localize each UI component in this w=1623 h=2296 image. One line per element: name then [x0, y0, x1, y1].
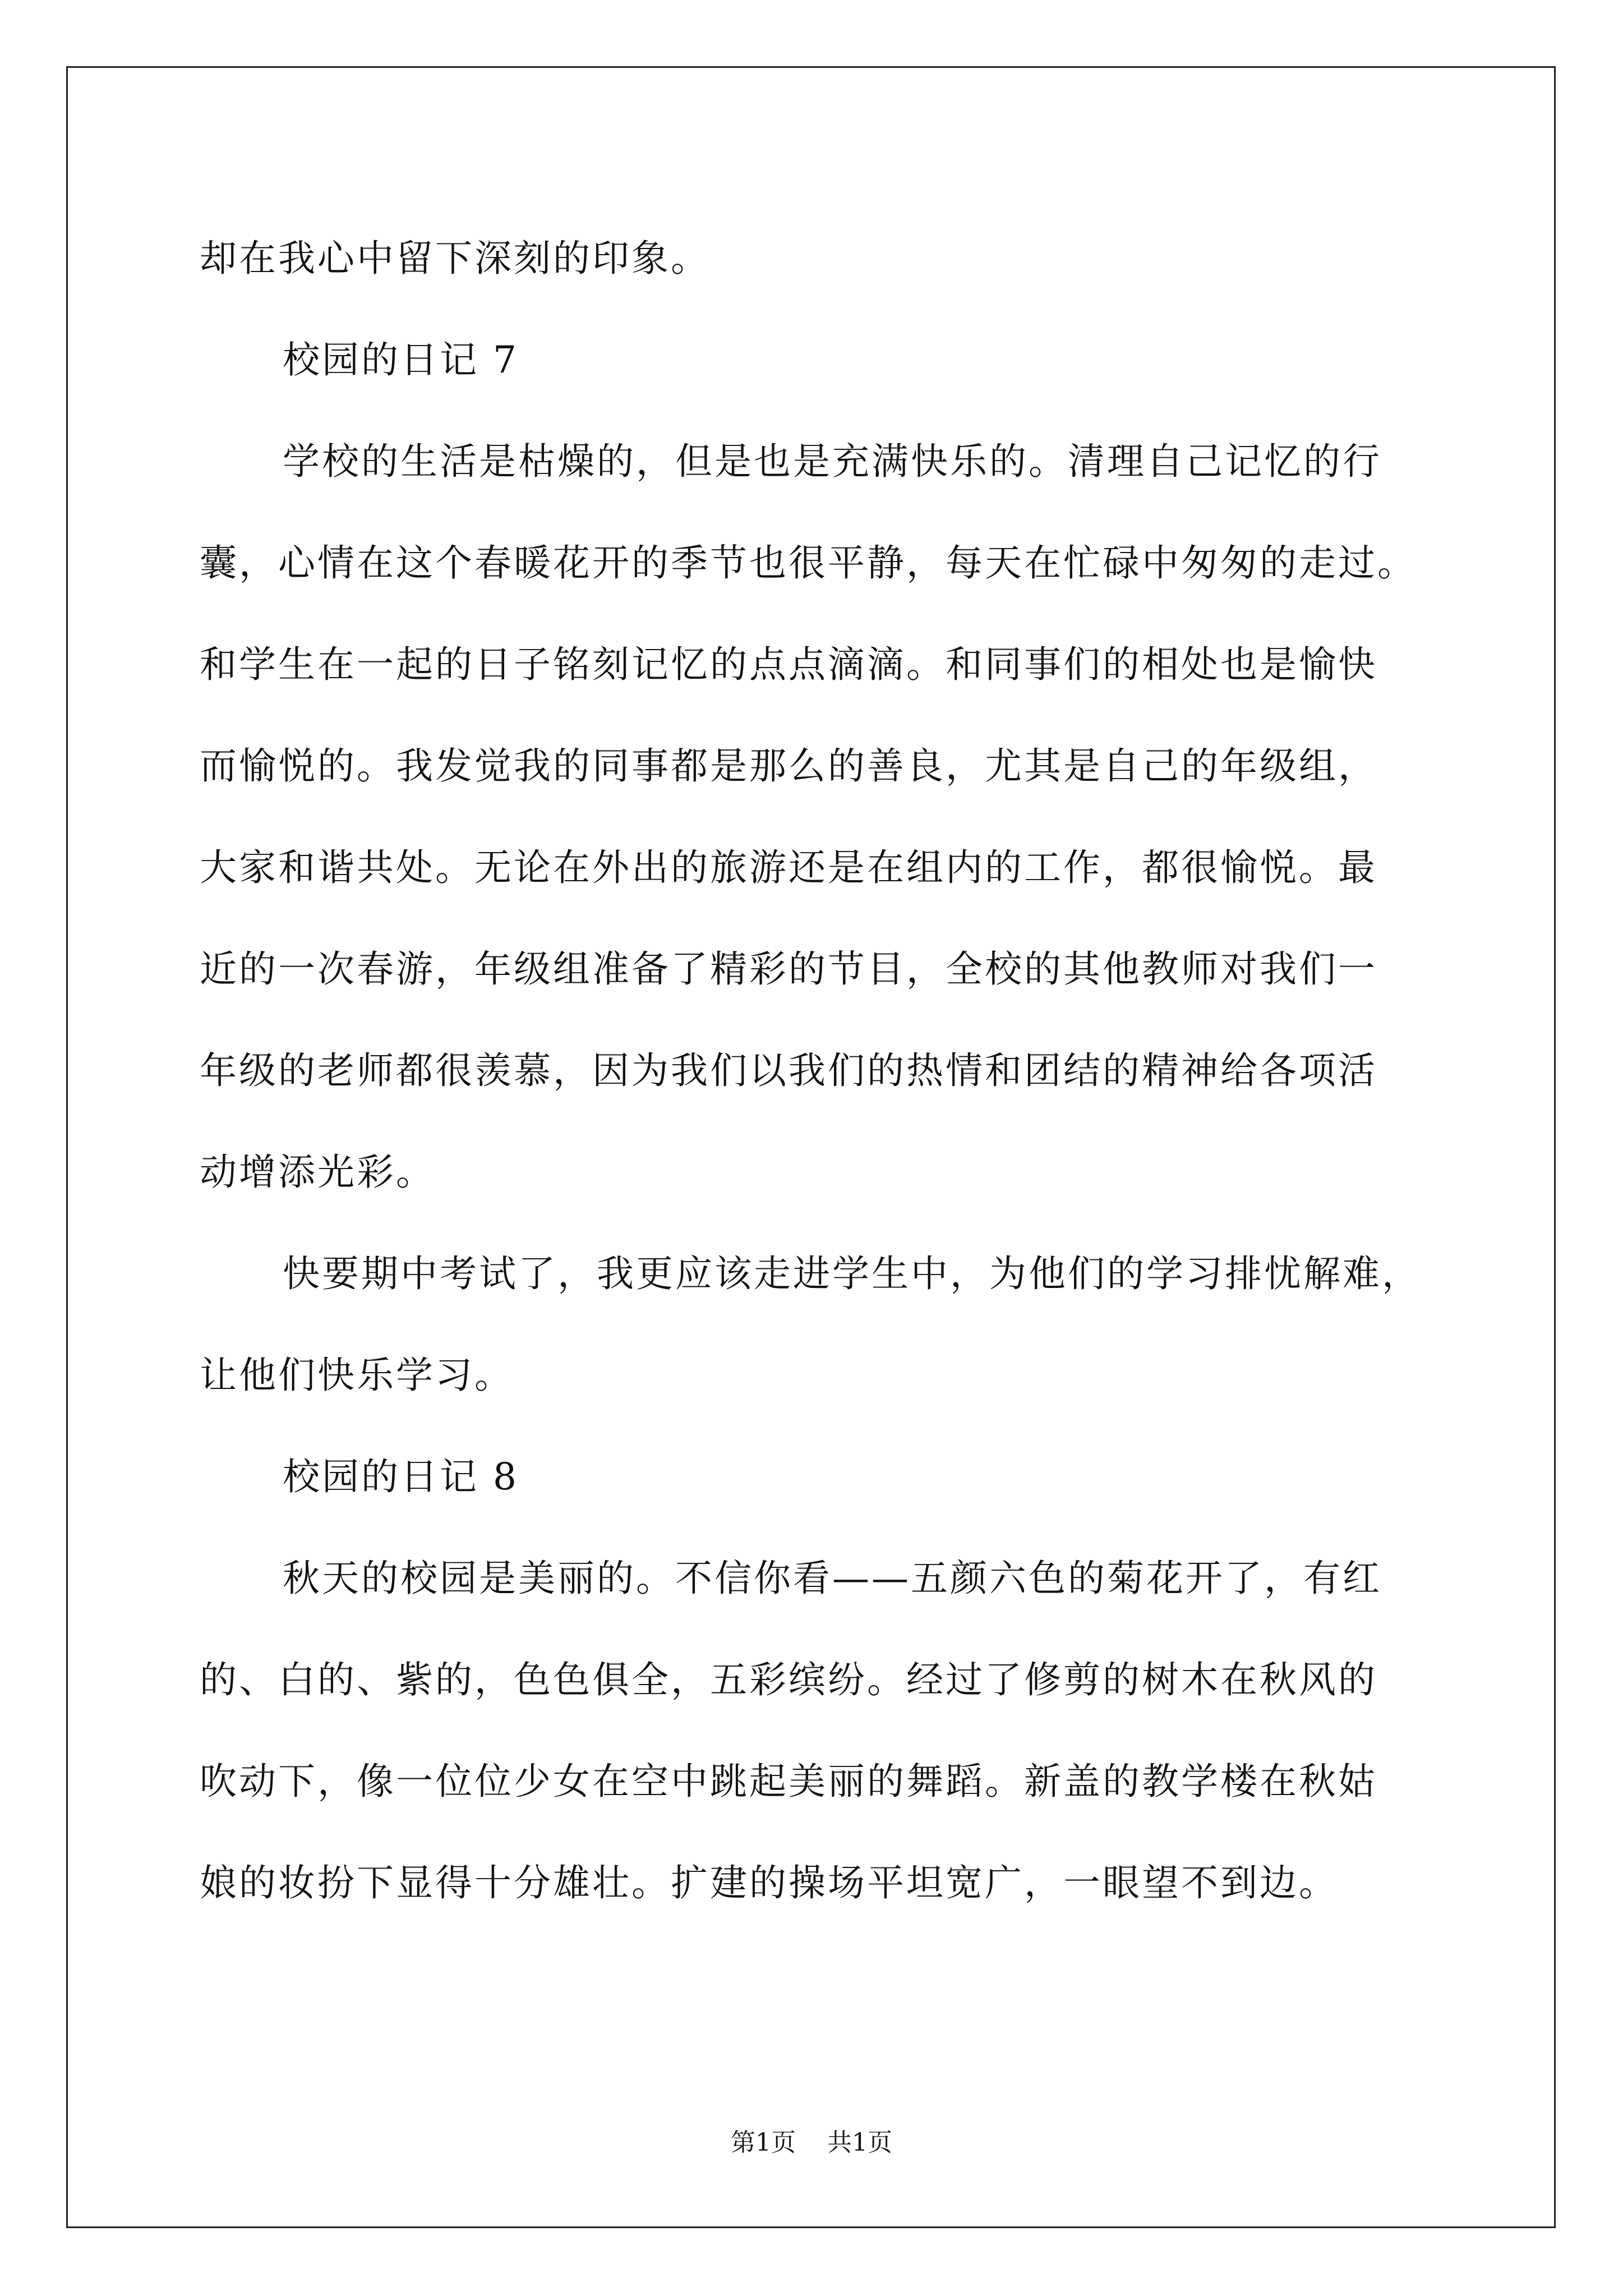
text-line: 年级的老师都很羡慕，因为我们以我们的热情和团结的精神给各项活 — [200, 1049, 1377, 1092]
text-line: 大家和谐共处。无论在外出的旅游还是在组内的工作，都很愉悦。最 — [200, 846, 1377, 889]
page-number: 第1页 — [731, 2128, 796, 2157]
text-line: 近的一次春游，年级组准备了精彩的节目，全校的其他教师对我们一 — [200, 947, 1377, 991]
text-line: 让他们快乐学习。 — [200, 1354, 514, 1397]
text-line: 学校的生活是枯燥的，但是也是充满快乐的。清理自己记忆的行 — [283, 440, 1382, 483]
page-footer — [0, 2126, 1623, 2160]
text-line: 囊，心情在这个春暖花开的季节也很平静，每天在忙碌中匆匆的走过。 — [200, 541, 1417, 585]
text-line: 娘的妆扮下显得十分雄壮。扩建的操场平坦宽广，一眼望不到边。 — [200, 1861, 1338, 1904]
text-line: 动增添光彩。 — [200, 1151, 435, 1194]
text-line: 秋天的校园是美丽的。不信你看——五颜六色的菊花开了，有红 — [283, 1557, 1382, 1600]
text-line: 的、白的、紫的，色色俱全，五彩缤纷。经过了修剪的树木在秋风的 — [200, 1658, 1377, 1701]
text-line: 而愉悦的。我发觉我的同事都是那么的善良，尤其是自己的年级组， — [200, 744, 1377, 788]
page-total: 共1页 — [827, 2128, 892, 2157]
text-line: 吹动下，像一位位少女在空中跳起美丽的舞蹈。新盖的教学楼在秋姑 — [200, 1760, 1377, 1803]
document-body — [200, 208, 1467, 1934]
text-line: 却在我心中留下深刻的印象。 — [200, 237, 710, 280]
section-heading: 校园的日记 7 — [283, 338, 519, 381]
text-line: 快要期中考试了，我更应该走进学生中，为他们的学习排忧解难， — [283, 1252, 1421, 1295]
section-heading: 校园的日记 8 — [283, 1455, 519, 1498]
text-line: 和学生在一起的日子铭刻记忆的点点滴滴。和同事们的相处也是愉快 — [200, 643, 1377, 686]
